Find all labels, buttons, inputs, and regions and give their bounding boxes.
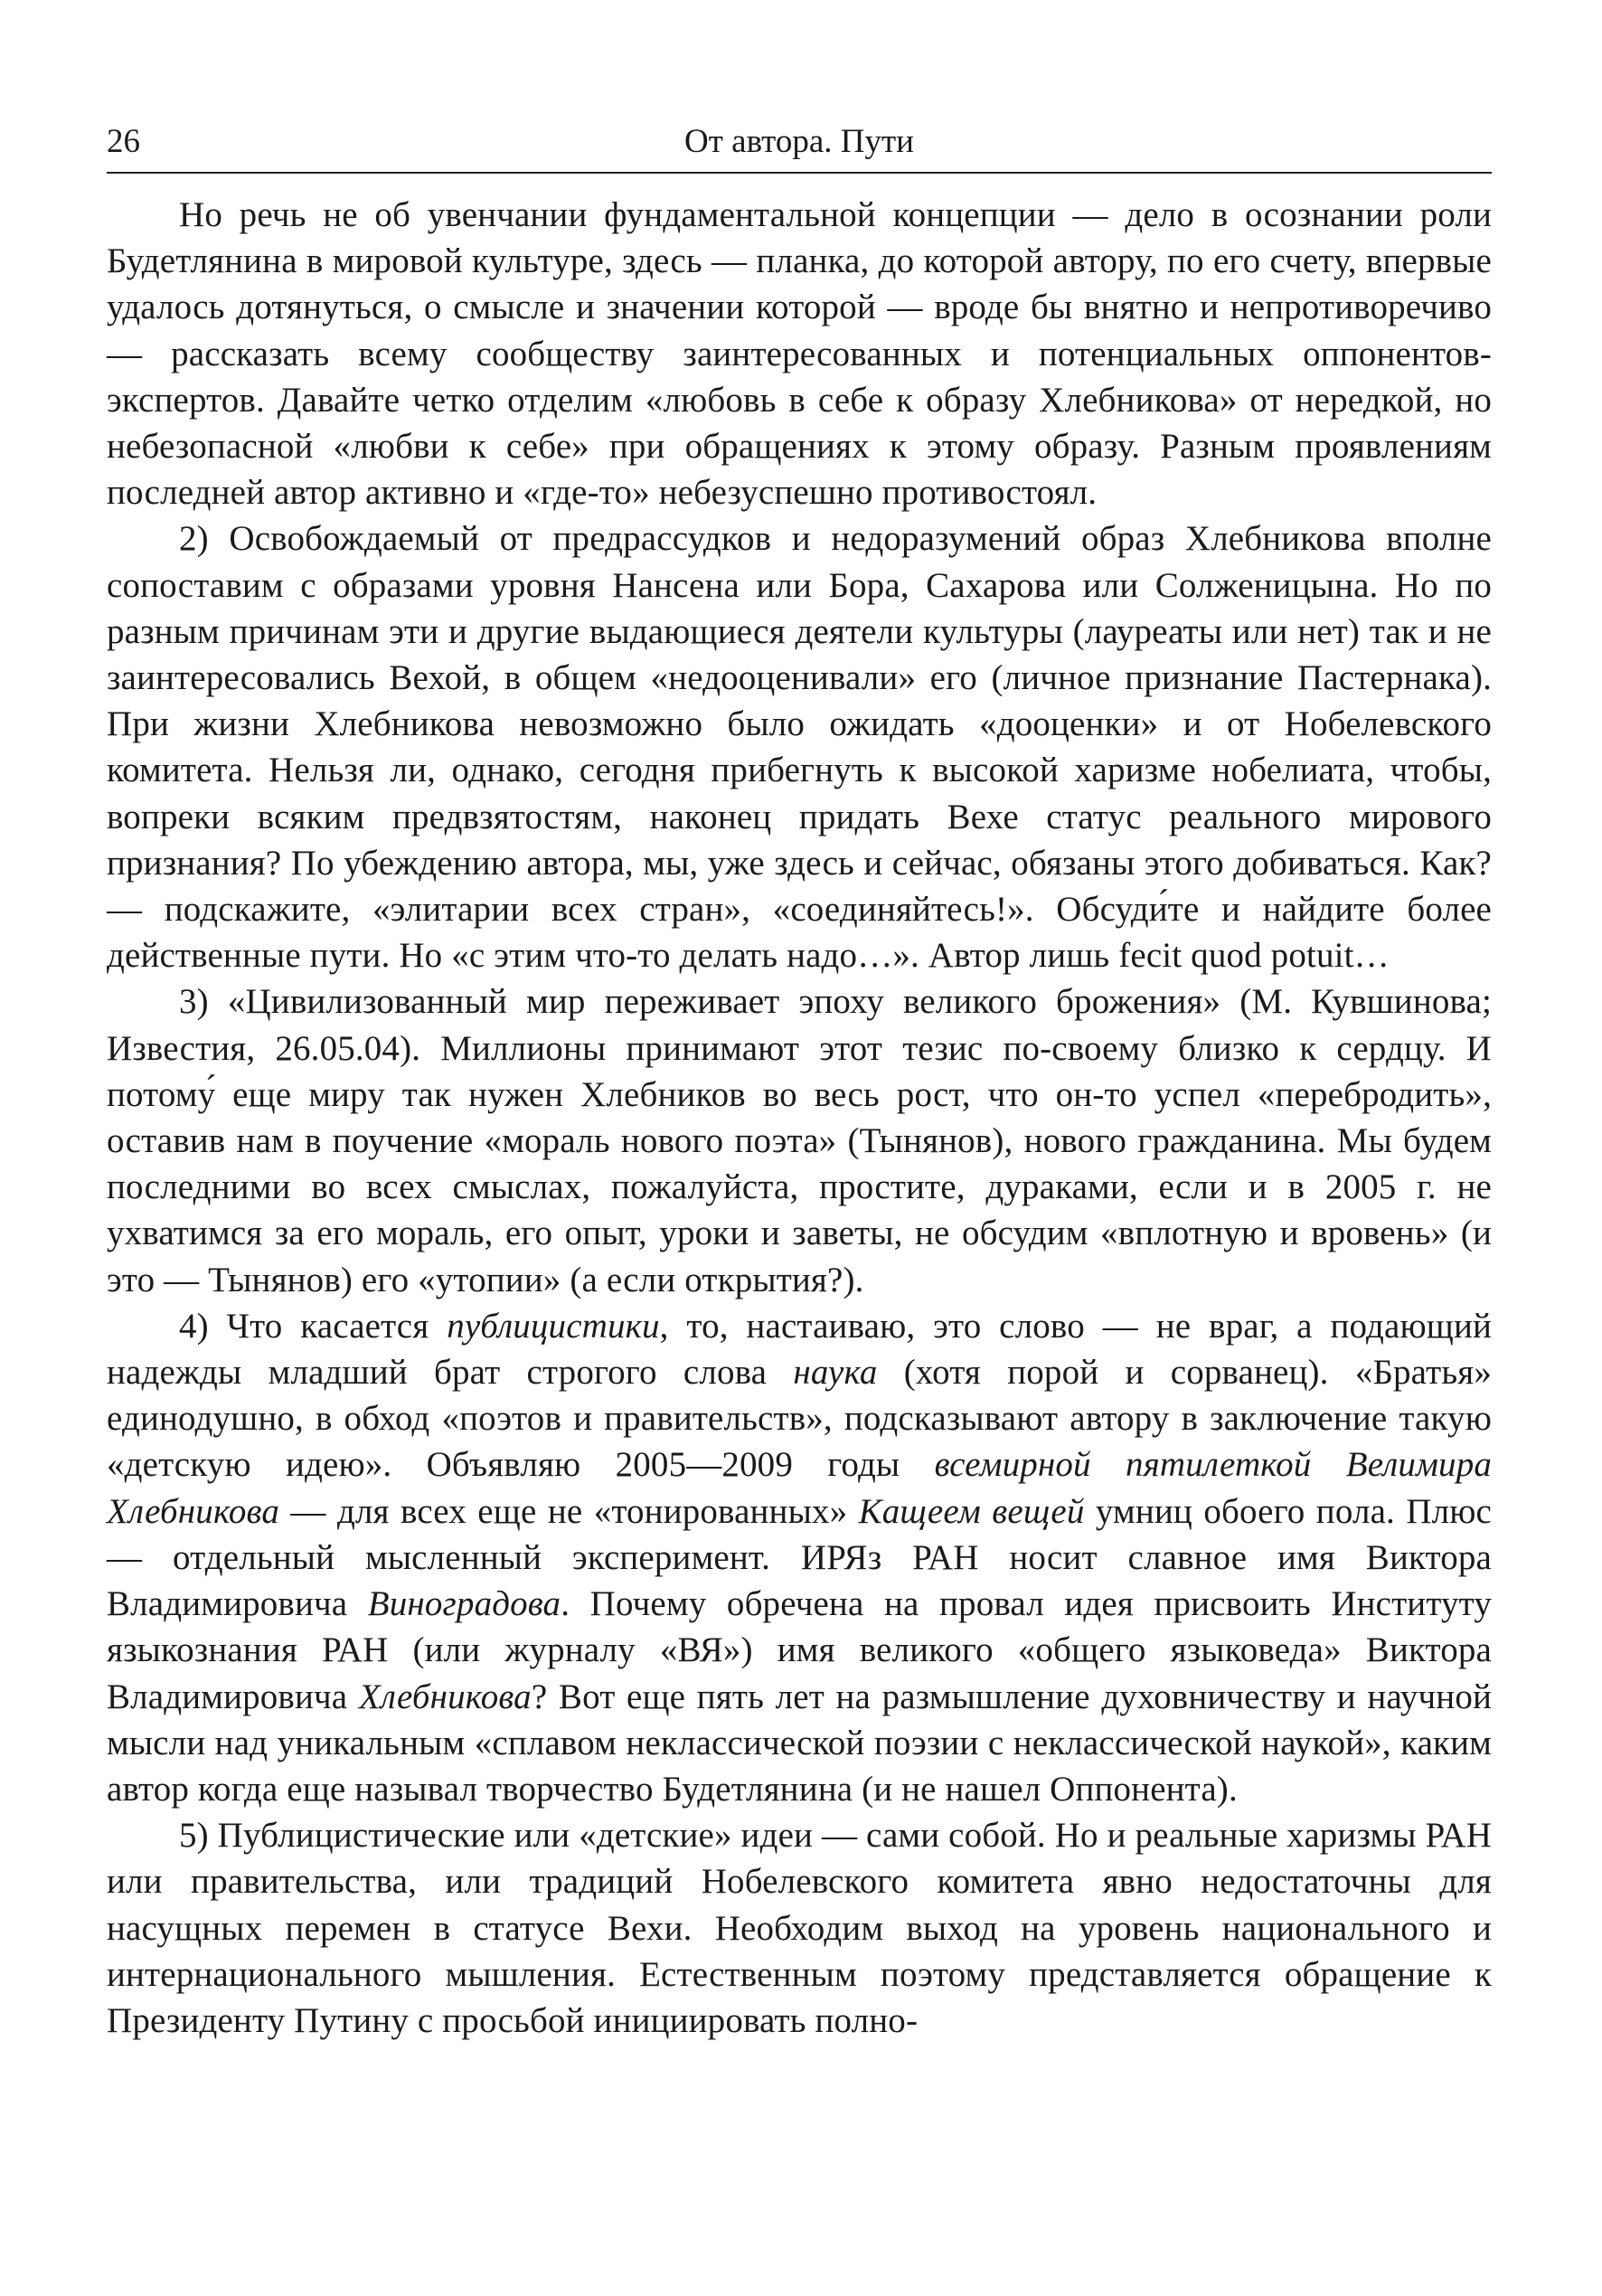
text-run: умниц обоего пола. Плюс — отдельный мысленный эксперимент. ИРЯз РАН носит славное имя Виктора Владимировича: [107, 1491, 1493, 1624]
text-run: 4) Что касается: [179, 1306, 448, 1346]
text-run: 5) Публицистические или «детские» идеи — сами собой. Но и реальные харизмы РАН или правительства, или традиций Нобелевского комитета явно недостаточны для насущных перемен в статусе Вехи. Необходим выход на уровень национального и интернационального мышления. Естественным поэтому представляется обращение к Президенту Путину с просьбой инициировать полно-: [107, 1816, 1493, 2040]
text-run: Но речь не об увенчании фундаментальной концепции — дело в осознании роли Будетлянина в мировой культуре, здесь — планка, до которой автору, по его счету, впервые удалось дотянуться, о смысле и значении которой — вроде бы внятно и непротиворечиво — рассказать всему сообществу заинтересованных и потенциальных оппонентов-экспертов. Давайте четко отделим «любовь в себе к образу Хлебникова» от нередкой, но небезопасной «любви к себе» при обращениях к этому образу. Разным проявлениям последней автор активно и «где-то» небезуспешно противостоял.: [107, 195, 1492, 513]
text-run: . Почему обречена на провал идея присвоить Институту языкознания РАН (или журналу «ВЯ») имя великого «общего языковеда» Виктора Владимировича: [107, 1584, 1492, 1716]
text-run: (хотя порой и сорванец). «Братья» единодушно, в обход «поэтов и правительств», подсказывают автору в заключение такую «детскую идею». Объявляю 2005—2009 годы: [107, 1353, 1492, 1485]
text-run: 2) Освобождаемый от предрассудков и недоразумений образ Хлебникова вполне сопоставим с образами уровня Нансена или Бора, Сахарова или Солженицына. Но по разным причинам эти и другие выдающиеся деятели культуры (лауреаты или нет) так и не заинтересовались Вехой, в общем «недооценивали» его (личное признание Пастернака). При жизни Хлебникова невозможно было ожидать «дооценки» и от Нобелевского комитета. Нельзя ли, однако, сегодня прибегнуть к высокой харизме нобелиата, чтобы, вопреки всяким предвзятостям, наконец придать Вехе статус реального мирового признания? По убеждению автора, мы, уже здесь и сейчас, обязаны этого добиваться. Как? — подскажите, «элитарии всех стран», «соединяйтесь!». Обсуди́те и найдите более действенные пути. Но «с этим что-то делать надо…». Автор лишь fecit quod potuit…: [107, 519, 1492, 976]
italic-text: наука: [793, 1353, 878, 1393]
running-title: От автора. Пути: [684, 123, 914, 160]
paragraph: [107, 192, 1492, 515]
page-number: 26: [107, 123, 140, 160]
text-run: , то, настаиваю, это слово — не враг, а подающий надежды младший брат строгого слова: [107, 1306, 1492, 1393]
italic-text: всемирной пятилеткой Велимира Хлебникова: [107, 1445, 1492, 1531]
book-page: [107, 116, 1492, 2044]
paragraph: [107, 515, 1492, 978]
text-run: — для всех еще не «тонированных»: [278, 1491, 859, 1531]
paragraph: [107, 978, 1492, 1302]
running-header: [107, 116, 1492, 174]
italic-text: публицистики: [447, 1306, 660, 1346]
text-run: 3) «Цивилизованный мир переживает эпоху великого брожения» (М. Кувшинова; Известия, 26.05.04). Миллионы принимают этот тезис по-своему близко к сердцу. И потому́ еще миру так нужен Хлебников во весь рост, что он-то успел «перебродить», оставив нам в поучение «мораль нового поэта» (Тынянов), нового гражданина. Мы будем последними во всех смыслах, пожалуйста, простите, дураками, если и в 2005 г. не ухватимся за его мораль, его опыт, уроки и заветы, не обсудим «вплотную и вровень» (и это — Тынянов) его «утопии» (а если открытия?).: [107, 982, 1492, 1299]
text-run: ? Вот еще пять лет на размышление духовничеству и научной мысли над уникальным «сплавом неклассической поэзии с неклассической наукой», каким автор когда еще называл творчество Будетлянина (и не нашел Оппонента).: [107, 1677, 1492, 1809]
paragraph: [107, 1812, 1492, 2044]
body-text: [107, 192, 1492, 2044]
italic-text: Хлебникова: [358, 1677, 532, 1716]
italic-text: Виноградова: [367, 1584, 561, 1624]
paragraph: [107, 1303, 1492, 1812]
italic-text: Кащеем вещей: [858, 1491, 1085, 1531]
